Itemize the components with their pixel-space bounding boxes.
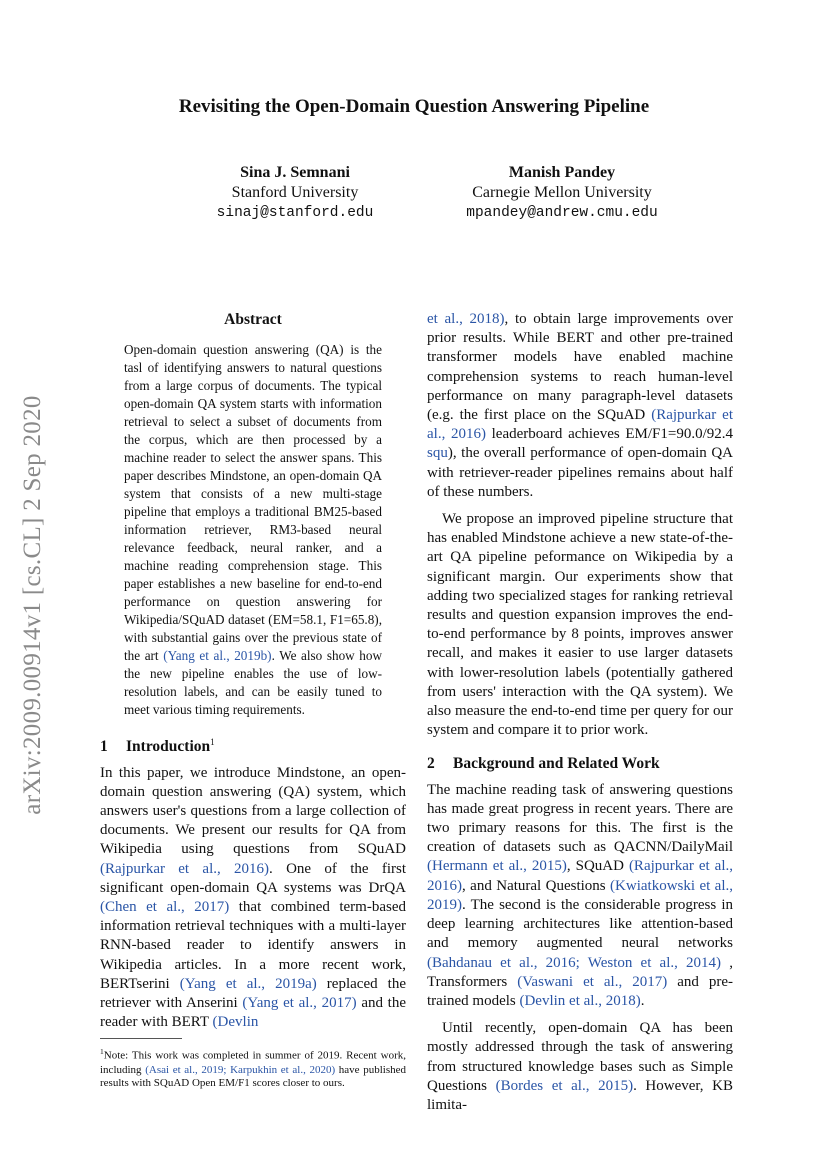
footnote-divider bbox=[100, 1038, 182, 1039]
background-paragraph bbox=[427, 781, 733, 1011]
author-block-1 bbox=[145, 163, 445, 223]
citation-link[interactable]: (Devlin bbox=[212, 1014, 259, 1031]
abstract-heading: Abstract bbox=[224, 311, 282, 328]
citation-link[interactable]: (Rajpurkar et al., 2016) bbox=[427, 407, 733, 443]
footnote-text: Note: This work was completed in summer of 2019. Recent work, including bbox=[100, 1050, 406, 1076]
body-text: Until recently, open-domain QA has been mostly addressed through the task of answering from structured knowledge bases such as Simple Questions bbox=[427, 1020, 733, 1094]
paper-title: Revisiting the Open-Domain Question Answering Pipeline bbox=[178, 96, 650, 117]
citation-link[interactable]: (Yang et al., 2017) bbox=[242, 995, 357, 1011]
citation-link[interactable]: (Bahdanau et al., 2016; Weston et al., 2014) bbox=[427, 954, 722, 971]
arxiv-stamp-text: arXiv:2009.00914v1 [cs.CL] 2 Sep 2020 bbox=[19, 395, 46, 815]
body-text: that combined term-based information retrieval techniques with a multi-layer RNN-based reader to identify answers in Wikipedia articles. In a more recent work, BERTserini bbox=[100, 898, 406, 992]
citation-link[interactable]: (Vaswani et al., 2017) bbox=[517, 973, 668, 990]
body-text: . However, KB limita- bbox=[427, 1077, 734, 1113]
body-text: ), the overall performance of open-domain QA with retriever-reader pipelines remains about half of these numbers. bbox=[427, 445, 733, 500]
citation-link[interactable]: (Rajpurkar et al., 2016) bbox=[100, 860, 270, 877]
body-text: leaderboard achieves EM/F1=90.0/92.4 bbox=[485, 426, 734, 443]
citation-link[interactable]: (Bordes et al., 2015) bbox=[495, 1077, 634, 1094]
intro-paragraph bbox=[100, 764, 406, 1033]
intro-paragraph-2: We propose an improved pipeline structure that has enabled Mindstone achieve a new state-of-the-art QA pipeline peformance on Wikipedia by a significant margin. Our experiments show that adding two specialized stages for ranking retrieval results and question expansion improves the end-to-end performance by 8 points, improves answer recall, and makes it easier to use larger datasets with lower-resolution labels (potentially gathered from users' interaction with the QA system). We also measure the end-to-end time per query for our system and compare it to prior work. bbox=[427, 511, 733, 739]
citation-link[interactable]: (Rajpurkar et al., 2016) bbox=[427, 858, 734, 894]
body-text: . The second is the considerable progress in deep learning architectures like attention-based and memory augmented neural networks bbox=[427, 896, 733, 952]
section-number: 1 bbox=[100, 738, 108, 756]
citation-link[interactable]: (Chen et al., 2017) bbox=[100, 898, 230, 915]
citation-link[interactable]: et al., 2018) bbox=[427, 311, 505, 327]
citation-link[interactable]: (Hermann et al., 2015) bbox=[427, 858, 567, 875]
section-heading-introduction bbox=[100, 733, 406, 756]
citation-link[interactable]: (Yang et al., 2019a) bbox=[179, 975, 317, 992]
body-text: and pre-trained models bbox=[427, 973, 733, 1009]
right-column bbox=[427, 310, 733, 1115]
author-name: Manish Pandey bbox=[508, 164, 616, 181]
author-block-2 bbox=[412, 163, 712, 223]
abstract-body bbox=[124, 341, 382, 719]
citation-link[interactable]: (Asai et al., 2019; Karpukhin et al., 2020) bbox=[145, 1063, 336, 1076]
footnote-marker[interactable]: 1 bbox=[210, 737, 215, 748]
citation-link[interactable]: squ bbox=[427, 445, 448, 462]
author-name: Sina J. Semnani bbox=[240, 164, 350, 181]
citation-link[interactable]: (Devlin et al., 2018) bbox=[519, 992, 641, 1009]
body-text: In this paper, we introduce Mindstone, an open-domain question answering (QA) system, which answers user's questions from a large collection of documents. We present our results for QA from Wikipedia using questions from SQuAD bbox=[100, 764, 406, 858]
body-text: The machine reading task of answering questions has made great progress in recent years. There are two primary reasons for this. The first is the creation of datasets such as QACNN/DailyMail bbox=[427, 781, 733, 856]
body-text: , to obtain large improvements over prior results. While BERT and other pre-trained transformer models have enabled machine comprehension systems to reach human-level performance on many paragraph-level datasets (e.g. the first place on the SQuAD bbox=[427, 311, 733, 424]
footnote-text: have published results with SQuAD Open EM/F1 scores closer to ours. bbox=[100, 1063, 406, 1090]
citation-link[interactable]: (Kwiatkowski et al., 2019) bbox=[427, 877, 734, 913]
intro-paragraph-continued bbox=[427, 310, 733, 502]
footnote-number: 1 bbox=[100, 1047, 104, 1057]
body-text: . One of the first significant open-domain QA systems was DrQA bbox=[100, 860, 406, 896]
left-column bbox=[100, 310, 406, 1091]
section-heading-background bbox=[427, 754, 733, 773]
author-affiliation: Carnegie Mellon University bbox=[472, 184, 652, 201]
section-title: Introduction bbox=[126, 738, 211, 756]
section-title: Background and Related Work bbox=[453, 755, 660, 773]
body-text: , SQuAD bbox=[566, 858, 629, 875]
section-number: 2 bbox=[427, 755, 435, 773]
body-text: , and Natural Questions bbox=[462, 877, 611, 894]
author-affiliation: Stanford University bbox=[231, 184, 359, 201]
author-email: mpandey@andrew.cmu.edu bbox=[466, 205, 658, 221]
body-text: replaced the retriever with Anserini bbox=[100, 975, 406, 1011]
body-text: and the reader with BERT bbox=[100, 995, 407, 1031]
citation-link[interactable]: (Yang et al., 2019b) bbox=[163, 648, 272, 664]
author-email: sinaj@stanford.edu bbox=[216, 205, 374, 221]
background-paragraph-2 bbox=[427, 1019, 733, 1115]
body-text: . bbox=[640, 992, 645, 1009]
arxiv-stamp bbox=[10, 375, 56, 835]
abstract-text: Open-domain question answering (QA) is the tasl of identifying answers to natural questions from a large corpus of documents. The typical open-domain QA system starts with information retrieval to select a subset of documents from the corpus, which are then processed by a machine reader to select the answer spans. This paper describes Mindstone, an open-domain QA system that consists of a new multi-stage pipeline that employs a traditional BM25-based information retriever, RM3-based neural relevance feedback, neural ranker, and a machine reading comprehension stage. This paper establishes a new baseline for end-to-end performance on question answering for Wikipedia/SQuAD dataset (EM=58.1, F1=65.8), with substantial gains over the previous state of the art bbox=[124, 342, 382, 664]
footnote bbox=[100, 1045, 406, 1090]
abstract-text: . We also show how the new pipeline enables the use of low-resolution labels, and can be easily tuned to meet various timing requirements. bbox=[124, 648, 382, 718]
body-text: , Transformers bbox=[427, 954, 733, 990]
